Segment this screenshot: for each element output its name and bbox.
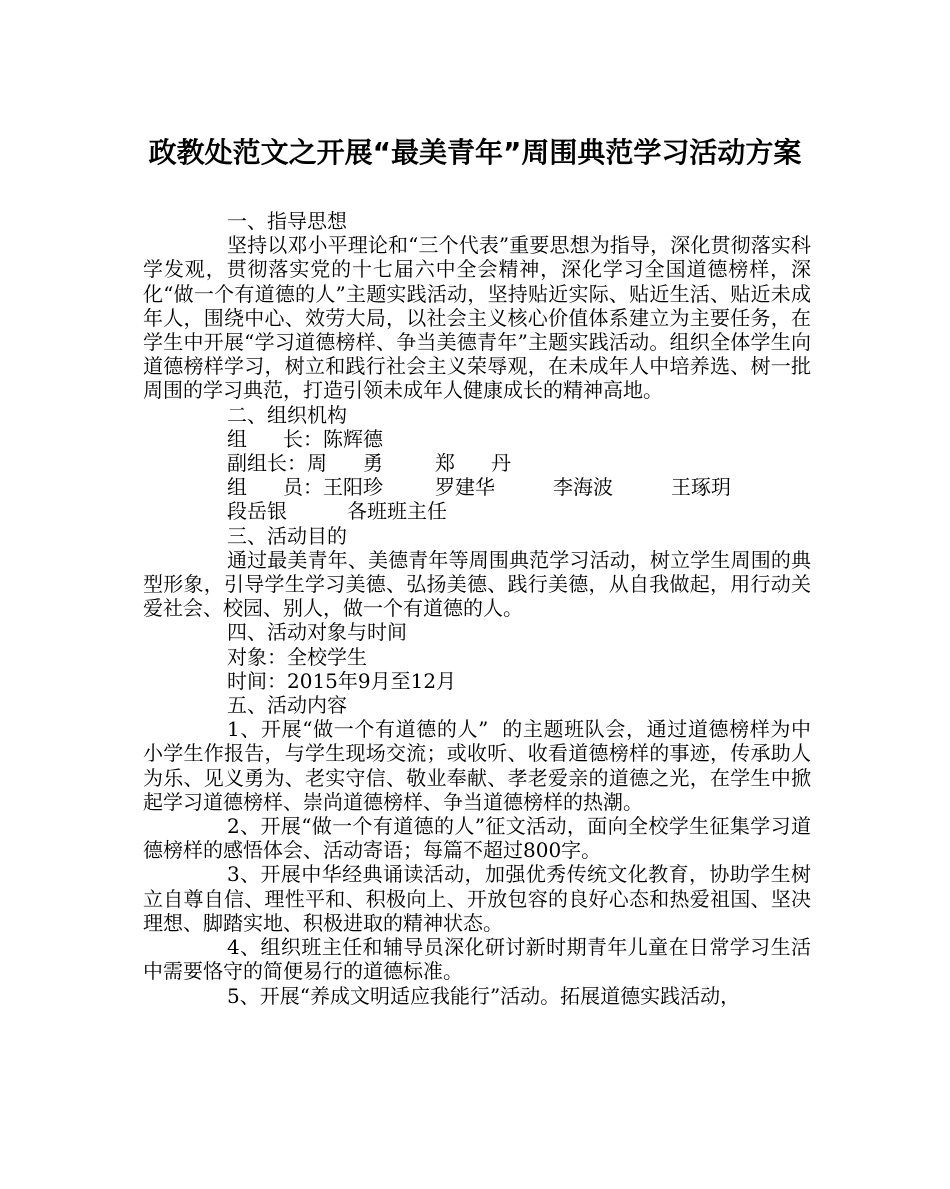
org-deputy-label: 副组长： [227,451,307,476]
target-line: 对象：全校学生 [227,644,367,669]
section-heading-purpose: 三、活动目的 [227,523,347,548]
org-member-6: 各班班主任 [347,499,447,524]
org-member-5: 段岳银 [227,499,287,524]
org-member-line-1 [143,475,811,499]
org-deputy-2a: 郑 [435,451,455,476]
section-heading-content: 五、活动内容 [227,693,347,718]
section-heading-guiding-ideology: 一、指导思想 [227,209,347,233]
org-member-1: 王阳珍 [323,475,383,500]
org-leader-label-b: 长： [283,426,323,451]
section-heading-target-time: 四、活动对象与时间 [227,620,407,645]
time-line: 时间：2015年9月至12月 [227,668,457,693]
org-deputy-1b: 勇 [363,451,383,476]
org-member-label-b: 员： [283,475,323,500]
org-member-2: 罗建华 [435,475,495,500]
org-member-label-a: 组 [227,475,247,500]
org-deputy-2b: 丹 [491,451,511,476]
org-member-4: 王琢玥 [671,475,731,500]
org-leader-name: 陈辉德 [323,426,383,451]
org-leader-label-a: 组 [227,426,247,451]
org-member-line-2 [143,499,811,523]
content-item-3: 3、开展中华经典诵读活动，加强优秀传统文化教育，协助学生树立自尊自信、理性平和、积极向上、开放包容的良好心态和热爱祖国、坚决理想、脚踏实地、积极进取的精神状态。 [143,862,811,935]
document-title: 政教处范文之开展“最美青年”周围典范学习活动方案 [148,136,802,169]
section-heading-organization: 二、组织机构 [227,402,347,427]
content-item-5: 5、开展“养成文明适应我能行”活动。拓展道德实践活动， [227,983,741,1008]
paragraph-purpose: 通过最美青年、美德青年等周围典范学习活动，树立学生周围的典型形象，引导学生学习美德、弘扬美德、践行美德，从自我做起，用行动关爱社会、校园、别人，做一个有道德的人。 [143,547,811,621]
content-item-1: 1、开展“做一个有道德的人” 的主题班队会，通过道德榜样为中小学生作报告，与学生现场交流；或收听、收看道德榜样的事迹，传承助人为乐、见义勇为、老实守信、敬业奉献、孝老爱亲的道德之光，在学生中掀起学习道德榜样、崇尚道德榜样、争当道德榜样的热潮。 [143,717,811,814]
paragraph-guiding-ideology: 坚持以邓小平理论和“三个代表”重要思想为指导，深化贯彻落实科学发观，贯彻落实党的十七届六中全会精神，深化学习全国道德榜样，深化“做一个有道德的人”主题实践活动，坚持贴近实际、贴近生活、贴近未成年人，围绕中心、效劳大局，以社会主义核心价值体系建立为主要任务，在学生中开展“学习道德榜样、争当美德青年”主题实践活动。组织全体学生向道德榜样学习，树立和践行社会主义荣辱观，在未成年人中培养选、树一批周围的学习典范，打造引领未成年人健康成长的精神高地。 [143,233,811,403]
org-deputy-line [143,451,811,475]
org-leader-line [143,427,811,451]
org-deputy-1a: 周 [307,451,327,476]
content-item-4: 4、组织班主任和辅导员深化研讨新时期青年儿童在日常学习生活中需要恪守的简便易行的道德标准。 [143,935,811,984]
org-member-3: 李海波 [553,475,613,500]
content-item-2: 2、开展“做一个有道德的人”征文活动，面向全校学生征集学习道德榜样的感悟体会、活动寄语；每篇不超过800字。 [143,814,811,863]
document-body [143,209,811,1008]
